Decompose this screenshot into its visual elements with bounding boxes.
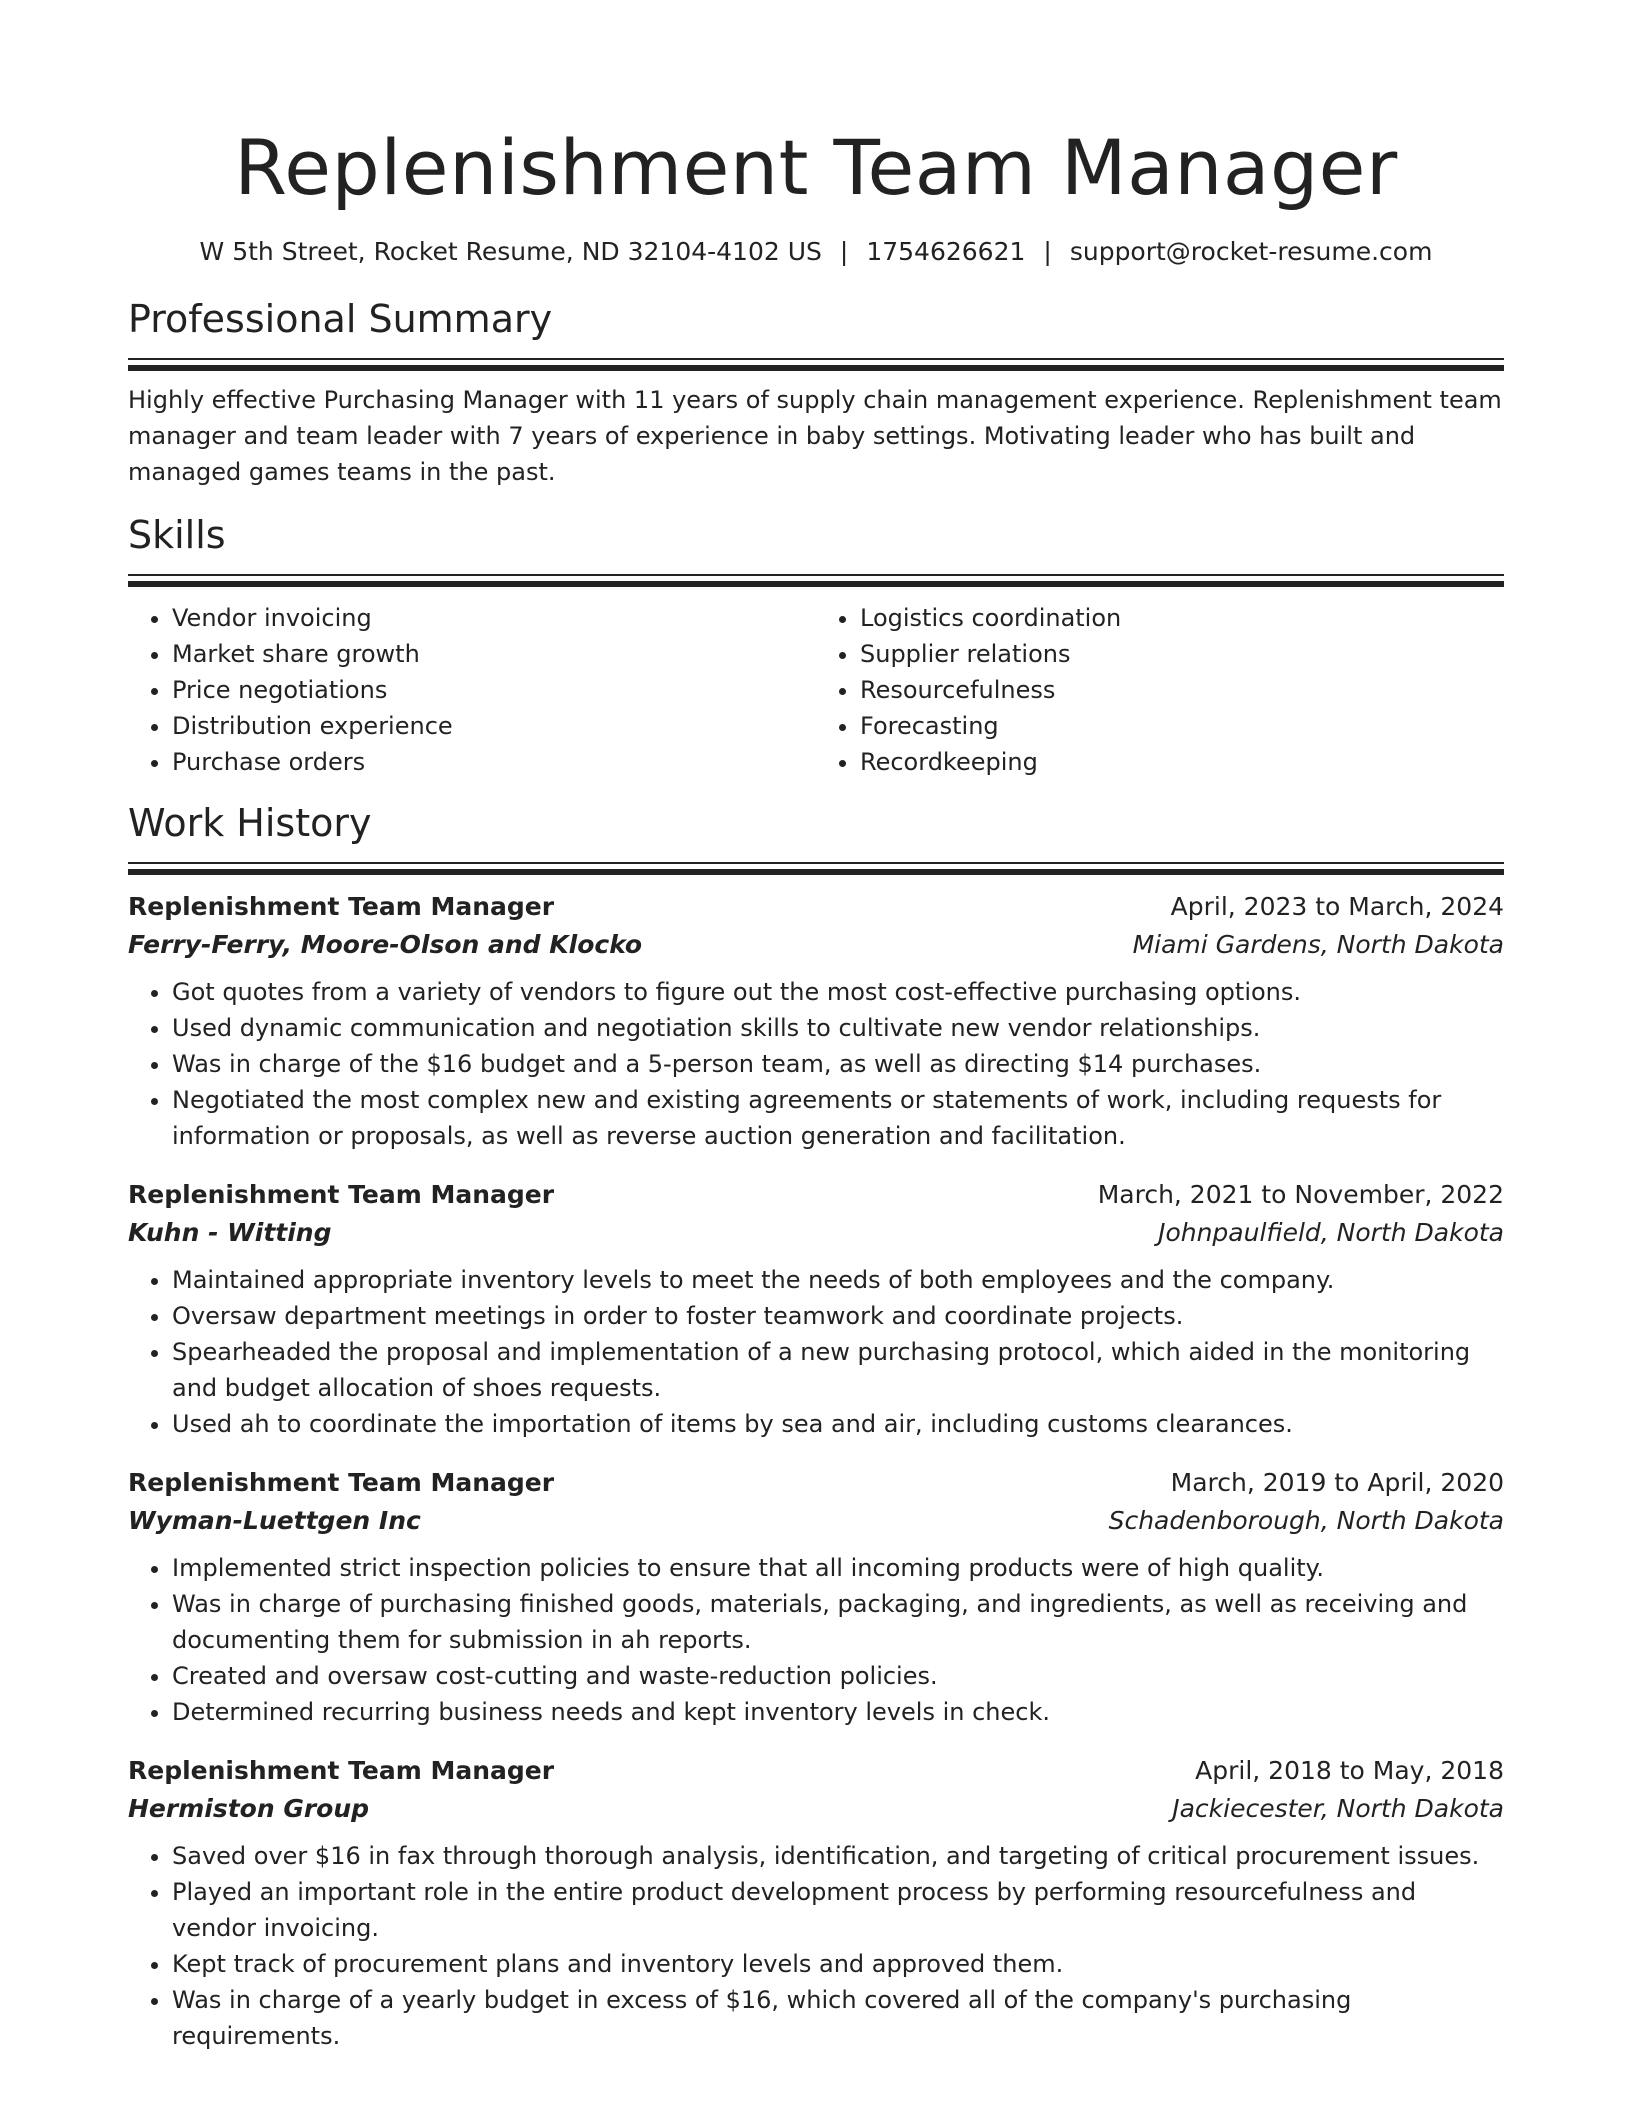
resume-page <box>128 0 1504 2054</box>
section-divider <box>128 862 1504 876</box>
job-bullet: • Got quotes from a variety of vendors to figure out the most cost-effective purchasing options. <box>172 974 1504 1010</box>
summary-section <box>128 294 1504 490</box>
job-title: Replenishment Team Manager <box>128 892 555 921</box>
job-bullet: • Saved over $16 in fax through thorough analysis, identification, and targeting of critical procurement issues. <box>172 1838 1504 1874</box>
job-entry <box>128 1464 1504 1730</box>
job-bullet: • Determined recurring business needs and kept inventory levels in check. <box>172 1694 1504 1730</box>
job-entry <box>128 1176 1504 1442</box>
skill-item: • Logistics coordination <box>860 600 1504 636</box>
contact-separator: | <box>839 237 849 266</box>
job-bullet: • Played an important role in the entire product development process by performing resourcefulness and vendor invoicing. <box>172 1874 1504 1946</box>
skill-item: • Price negotiations <box>172 672 816 708</box>
skill-item: • Purchase orders <box>172 744 816 780</box>
job-bullets <box>128 1838 1504 2054</box>
job-bullet: • Maintained appropriate inventory levels to meet the needs of both employees and the company. <box>172 1262 1504 1298</box>
job-dates: March, 2019 to April, 2020 <box>1170 1468 1504 1497</box>
job-bullet: • Was in charge of purchasing finished goods, materials, packaging, and ingredients, as well as receiving and documenting them for submission in ah reports. <box>172 1586 1504 1658</box>
skills-list-left <box>128 600 816 780</box>
job-location: Schadenborough, North Dakota <box>1108 1506 1504 1535</box>
work-history-section <box>128 798 1504 2054</box>
job-subheader <box>128 1790 1504 1828</box>
job-title: Replenishment Team Manager <box>128 1180 555 1209</box>
job-company: Wyman-Luettgen Inc <box>128 1506 421 1535</box>
skills-list-right <box>816 600 1504 780</box>
job-subheader <box>128 926 1504 964</box>
skill-item: • Vendor invoicing <box>172 600 816 636</box>
job-bullet: • Spearheaded the proposal and implementation of a new purchasing protocol, which aided in the monitoring and budget allocation of shoes requests. <box>172 1334 1504 1406</box>
section-divider <box>128 358 1504 372</box>
job-subheader <box>128 1214 1504 1252</box>
job-company: Kuhn - Witting <box>128 1218 332 1247</box>
job-entry <box>128 888 1504 1154</box>
contact-line <box>128 232 1504 272</box>
skill-item: • Forecasting <box>860 708 1504 744</box>
job-header <box>128 1176 1504 1214</box>
section-divider <box>128 574 1504 588</box>
section-title-work-history: Work History <box>128 801 372 845</box>
job-location: Jackiecester, North Dakota <box>1172 1794 1504 1823</box>
job-bullet: • Was in charge of a yearly budget in excess of $16, which covered all of the company's purchasing requirements. <box>172 1982 1504 2054</box>
job-company: Ferry-Ferry, Moore-Olson and Klocko <box>128 930 643 959</box>
contact-email: support@rocket-resume.com <box>1069 237 1433 266</box>
contact-separator: | <box>1043 237 1052 266</box>
job-location: Johnpaulfield, North Dakota <box>1158 1218 1504 1247</box>
job-bullet: • Kept track of procurement plans and inventory levels and approved them. <box>172 1946 1504 1982</box>
job-dates: April, 2023 to March, 2024 <box>1170 892 1504 921</box>
job-bullet: • Was in charge of the $16 budget and a 5-person team, as well as directing $14 purchases. <box>172 1046 1504 1082</box>
job-bullet: • Used ah to coordinate the importation of items by sea and air, including customs clearances. <box>172 1406 1504 1442</box>
job-dates: March, 2021 to November, 2022 <box>1097 1180 1504 1209</box>
job-header <box>128 888 1504 926</box>
job-bullet: • Negotiated the most complex new and existing agreements or statements of work, including requests for information or proposals, as well as reverse auction generation and facilitation. <box>172 1082 1504 1154</box>
contact-address: W 5th Street, Rocket Resume, ND 32104-4102 US <box>199 237 822 266</box>
job-bullet: • Used dynamic communication and negotiation skills to cultivate new vendor relationships. <box>172 1010 1504 1046</box>
job-bullet: • Implemented strict inspection policies to ensure that all incoming products were of high quality. <box>172 1550 1504 1586</box>
skill-item: • Supplier relations <box>860 636 1504 672</box>
skill-item: • Distribution experience <box>172 708 816 744</box>
job-header <box>128 1752 1504 1790</box>
job-title: Replenishment Team Manager <box>128 1468 555 1497</box>
job-dates: April, 2018 to May, 2018 <box>1195 1756 1504 1785</box>
job-entry <box>128 1752 1504 2054</box>
job-location: Miami Gardens, North Dakota <box>1132 930 1504 959</box>
job-bullet: • Created and oversaw cost-cutting and waste-reduction policies. <box>172 1658 1504 1694</box>
section-title-skills: Skills <box>128 513 226 557</box>
contact-phone: 1754626621 <box>866 237 1026 266</box>
skill-item: • Market share growth <box>172 636 816 672</box>
section-title-summary: Professional Summary <box>128 297 553 341</box>
job-company: Hermiston Group <box>128 1794 370 1823</box>
skills-section <box>128 510 1504 780</box>
job-bullets <box>128 1550 1504 1730</box>
job-bullet: • Oversaw department meetings in order to foster teamwork and coordinate projects. <box>172 1298 1504 1334</box>
job-bullets <box>128 1262 1504 1442</box>
job-bullets <box>128 974 1504 1154</box>
skill-item: • Recordkeeping <box>860 744 1504 780</box>
job-subheader <box>128 1502 1504 1540</box>
job-title: Replenishment Team Manager <box>128 1756 555 1785</box>
skills-grid <box>128 600 1504 780</box>
job-header <box>128 1464 1504 1502</box>
summary-text: Highly effective Purchasing Manager with 11 years of supply chain management experience. Replenishment team manager and team leader with 7 years of experience in baby settings. Motivating leader who has built and managed games teams in the past. <box>128 386 1502 486</box>
skill-item: • Resourcefulness <box>860 672 1504 708</box>
resume-name: Replenishment Team Manager <box>234 123 1398 212</box>
